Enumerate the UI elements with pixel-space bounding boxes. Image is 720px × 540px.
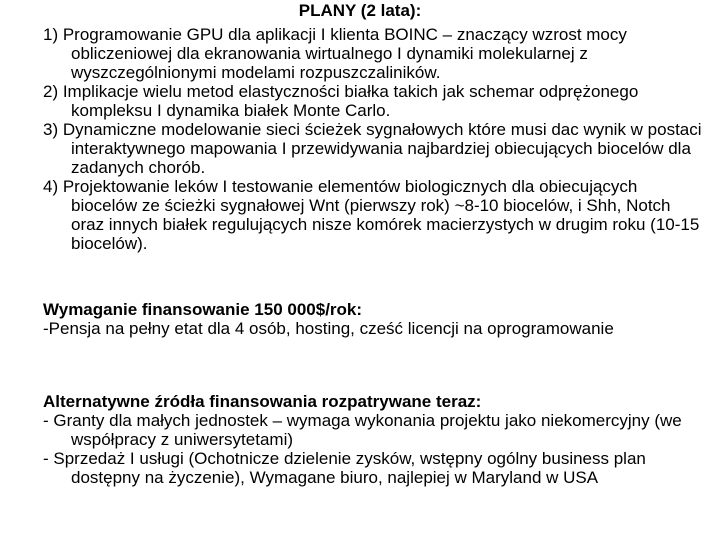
plan-item-2: 2) Implikacje wielu metod elastyczności białka takich jak schemar odprężonego kompleksu I dynamika białek Monte Carlo. [43, 82, 639, 120]
plan-item-4: 4) Projektowanie leków I testowanie elementów biologicznych dla obiecujących biocelów ze ścieżki sygnałowej Wnt (pierwszy rok) ~8-10 biocelów, i Shh, Notch oraz innych białek regulujących nisze komórek macierzystych w drugim roku (10-15 biocelów). [43, 177, 700, 253]
plan-item-3: 3) Dynamiczne modelowanie sieci ścieżek sygnałowych które musi dac wynik w postaci interaktywnego mapowania I przewidywania najbardziej obiecujących biocelów dla zadanych chorób. [43, 120, 702, 177]
funding-heading: Wymaganie finansowanie 150 000$/rok: [43, 300, 363, 319]
alternatives-heading: Alternatywne źródła finansowania rozpatrywane teraz: [43, 392, 482, 411]
slide-title: PLANY (2 lata): [298, 1, 422, 20]
alternatives-section [43, 392, 703, 487]
funding-section [43, 300, 703, 338]
plans-list [43, 25, 703, 253]
plan-item-1: 1) Programowanie GPU dla aplikacji I klienta BOINC – znaczący wzrost mocy obliczeniowej dla ekranowania wirtualnego I dynamiki molekularnej z wyszczególnionymi modelami rozpuszczaliników. [43, 25, 627, 82]
funding-item: -Pensja na pełny etat dla 4 osób, hosting, cześć licencji na oprogramowanie [43, 319, 614, 338]
alternatives-item-grants: - Granty dla małych jednostek – wymaga wykonania projektu jako niekomercyjny (we współpracy z uniwersytetami) [43, 411, 682, 449]
alternatives-item-sales: - Sprzedaż I usługi (Ochotnicze dzielenie zysków, wstępny ogólny business plan dostępny na życzenie), Wymagane biuro, najlepiej w Maryland w USA [43, 449, 646, 487]
